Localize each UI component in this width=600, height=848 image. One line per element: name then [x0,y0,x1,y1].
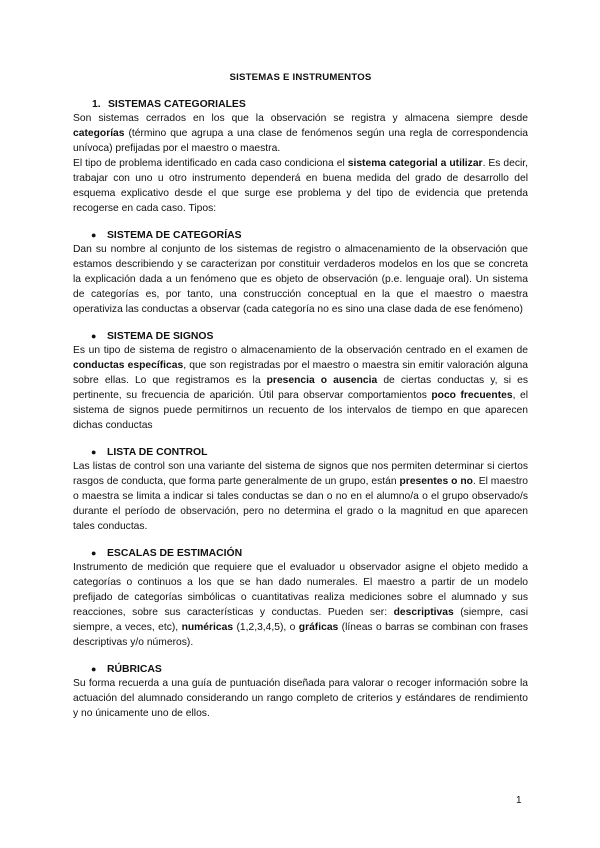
emphasis-text: numéricas [181,622,234,633]
text-run: Las listas de control son una variante del sistema de signos que nos permiten determinar si ciertos rasgos de conducta, que forma parte generalmente de un grupo, están [73,461,528,487]
section-lista-de-control [73,447,528,534]
emphasis-text: sistema categorial a utilizar [347,158,483,169]
section-sistema-de-signos [73,331,528,433]
text-run: Son sistemas cerrados en los que la observación se registra y almacena siempre desde [73,113,528,124]
text-run: Instrumento de medición que requiere que el evaluador u observador asigne el objeto medido a categorías o continuos a los que se han dado numerales. El maestro a partir de un modelo prefijado de categorías simbólicas o cuantitativas realiza mediciones sobre el alumnado y sus reacciones, sobre sus características y conductas. Pueden ser: [73,562,528,618]
document-title: SISTEMAS E INSTRUMENTOS [229,72,372,83]
text-run: (siempre, casi siempre, a veces, etc), [73,607,528,633]
section-heading [73,331,528,342]
bullet-icon: ● [91,230,97,240]
section-sistema-de-categorias [73,230,528,317]
emphasis-text: presencia o ausencia [266,375,378,386]
section-sistemas-categoriales [73,99,528,216]
paragraph: Dan su nombre al conjunto de los sistemas de registro o almacenamiento de la observación que estamos describiendo y se caracterizan por constituir verdaderos modelos en los que se concreta la explicación dada a un fenómeno que es objeto de observación (p.e. lenguaje oral). Un sistema de categorías es, por tanto, una construcción conceptual en la que el maestro o maestra operativiza las conductas a observar (cada categoría no es sino una clase dada de ese fenómeno) [73,244,528,315]
paragraph [73,156,528,216]
text-run: de ciertas conductas y, si es pertinente, su frecuencia de aparición. Útil para observar comportamientos [73,375,528,401]
text-run: , que son registradas por el maestro o maestra sin emitir valoración alguna sobre ellas. Lo que registramos es la [73,360,528,386]
text-run: (líneas o barras se combinan con frases descriptivas y/o números). [73,622,528,648]
paragraph [73,459,528,534]
bullet-icon: ● [91,331,97,341]
paragraph [73,560,528,650]
emphasis-text: presentes o no [399,476,473,487]
text-run: (término que agrupa a una clase de fenómenos según una regla de correspondencia unívoca) prefijadas por el maestro o maestra. [73,128,528,154]
text-run: . Es decir, trabajar con uno u otro instrumento dependerá en buena medida del grado de desarrollo del esquema explicativo desde el que surge ese problema y del tipo de evidencia que pretenda recogerse en cada caso. Tipos: [73,158,528,214]
section-title: SISTEMA DE CATEGORÍAS [107,230,242,241]
page-number: 1 [516,795,522,806]
paragraph [73,343,528,433]
emphasis-text: categorías [73,128,125,139]
section-title: LISTA DE CONTROL [107,447,208,458]
bullet-icon: ● [91,548,97,558]
text-run: El tipo de problema identificado en cada caso condiciona el [73,158,348,169]
document-page [73,72,528,735]
emphasis-text: gráficas [298,622,339,633]
text-run: , el sistema de signos puede permitirnos un recuento de los intervalos de tiempo en que aparecen dichas conductas [73,390,528,431]
emphasis-text: descriptivas [393,607,454,618]
section-rubricas [73,664,528,721]
bullet-icon: ● [91,447,97,457]
text-run: Es un tipo de sistema de registro o almacenamiento de la observación centrado en el examen de [73,345,528,356]
section-title: SISTEMAS CATEGORIALES [108,99,246,110]
text-run: . El maestro o maestra se limita a indicar si tales conductas se dan o no en el alumno/a o el grupo observado/s durante el período de observación, pero no determina el grado o la magnitud en que aparecen tales conductas. [73,476,528,532]
section-title: RÚBRICAS [107,664,162,675]
section-escalas-de-estimacion [73,548,528,650]
section-title: SISTEMA DE SIGNOS [107,331,214,342]
section-heading [73,230,528,241]
section-heading [73,447,528,458]
section-title: ESCALAS DE ESTIMACIÓN [107,548,243,559]
section-heading [73,548,528,559]
section-heading [73,99,528,110]
section-number: 1. [92,99,101,110]
section-heading [73,664,528,675]
text-run: (1,2,3,4,5), o [233,622,299,633]
emphasis-text: poco frecuentes [431,390,513,401]
bullet-icon: ● [91,664,97,674]
emphasis-text: conductas específicas [73,360,184,371]
paragraph: Su forma recuerda a una guía de puntuación diseñada para valorar o recoger información sobre la actuación del alumnado considerando un rango completo de criterios y estándares de rendimiento y no únicamente uno de ellos. [73,678,528,719]
paragraph [73,111,528,156]
